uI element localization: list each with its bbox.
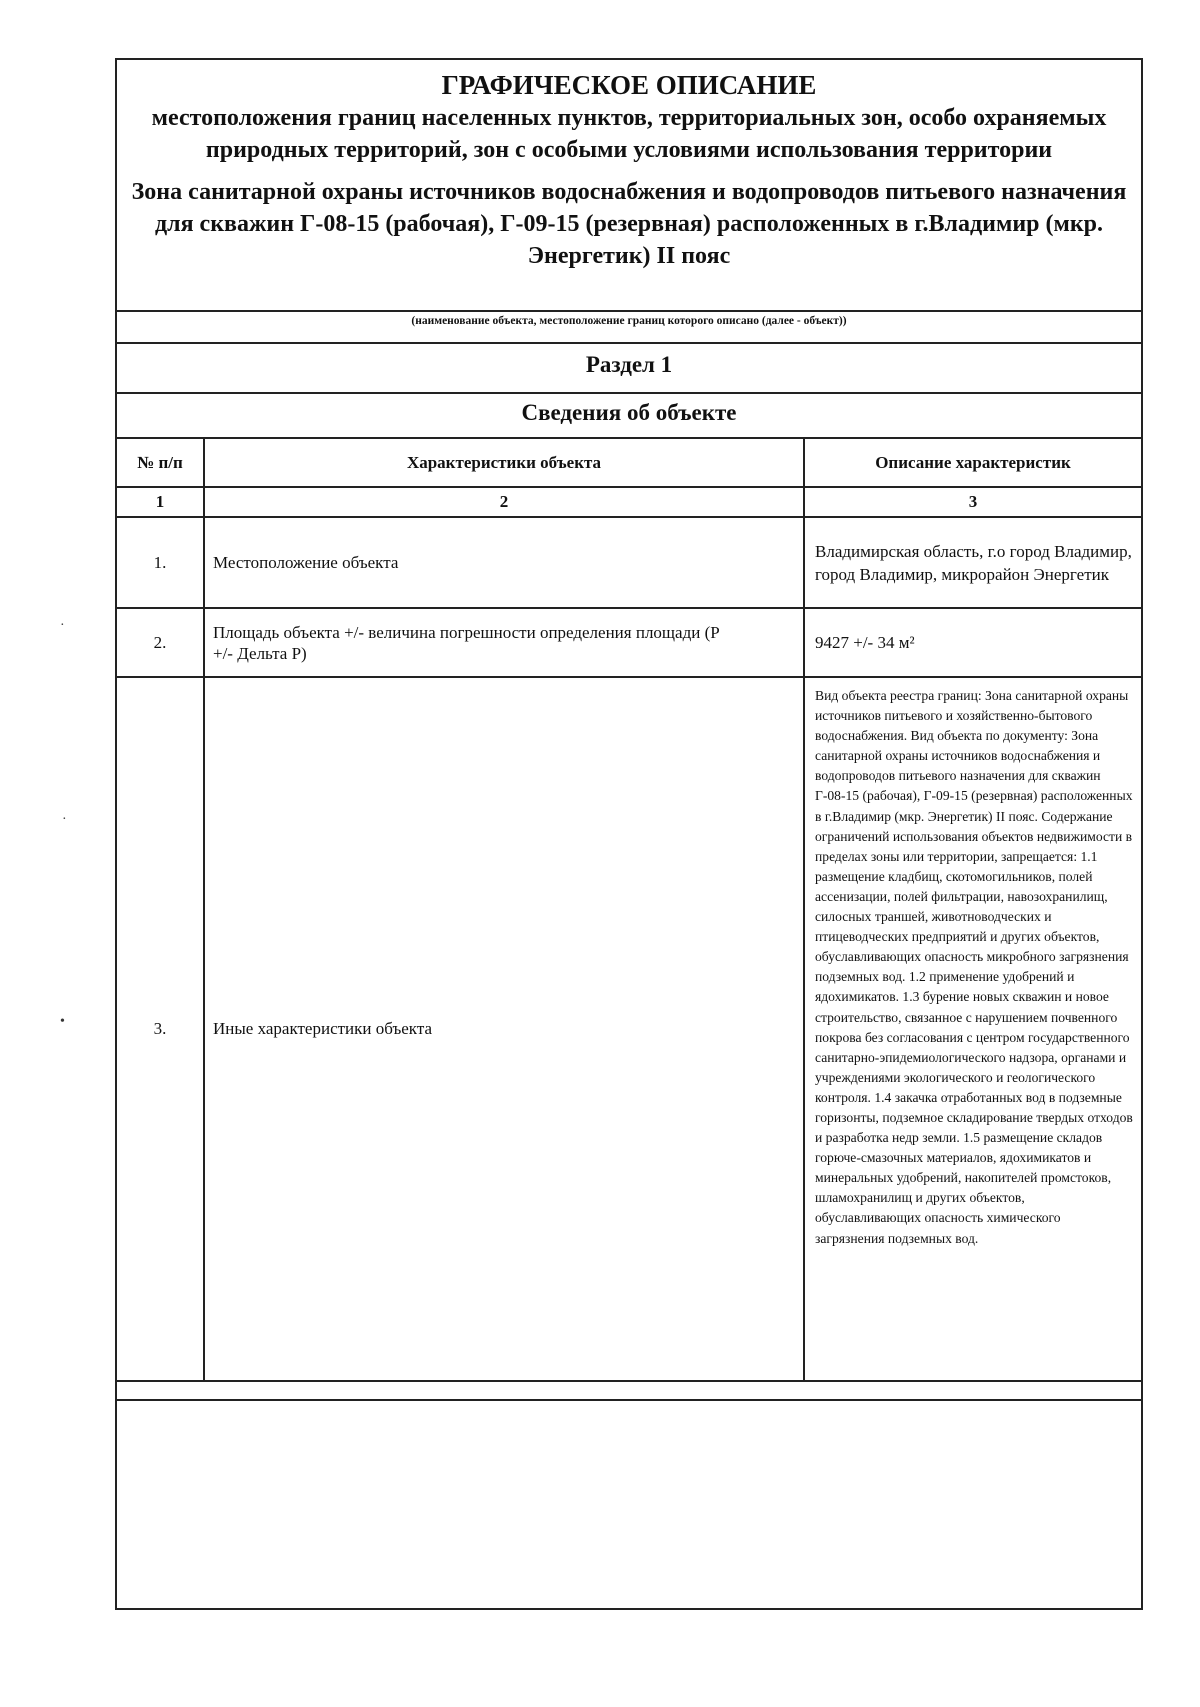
row-number: 2. (117, 608, 204, 677)
document-title: ГРАФИЧЕСКОЕ ОПИСАНИЕ (441, 70, 817, 100)
header-cell-number: № п/п (117, 439, 204, 487)
row-description: Владимирская область, г.о город Владимир, город Владимир, микрорайон Энергетик (804, 517, 1141, 608)
row-number: 3. (117, 677, 204, 1381)
row-characteristic: Местоположение объекта (204, 517, 804, 608)
row-description: 9427 +/- 34 м² (804, 608, 1141, 677)
divider (117, 1399, 1141, 1401)
column-number-row (117, 487, 1141, 517)
scan-speck: · (62, 812, 67, 827)
section-title: Сведения об объекте (521, 400, 737, 425)
table-row (117, 517, 1141, 608)
object-name-caption: (наименование объекта, местоположение границ которого описано (далее - объект)) (411, 315, 847, 327)
header-cell-characteristics: Характеристики объекта (204, 439, 804, 487)
document-header (117, 68, 1141, 272)
column-number: 2 (204, 487, 804, 517)
divider (117, 310, 1141, 312)
column-number: 3 (804, 487, 1141, 517)
document-subtitle: местоположения границ населенных пунктов, территориальных зон, особо охраняемых природных территорий, зон с особыми условиями использования территории (151, 105, 1107, 163)
table-row (117, 677, 1141, 1381)
table-row (117, 608, 1141, 677)
divider (117, 342, 1141, 344)
table-header-row (117, 439, 1141, 487)
header-cell-description: Описание характеристик (804, 439, 1141, 487)
scan-speck: · (60, 618, 65, 633)
document-frame (115, 58, 1143, 1610)
scan-speck: • (60, 1014, 65, 1029)
row-characteristic: Иные характеристики объекта (204, 677, 804, 1381)
column-number: 1 (117, 487, 204, 517)
row-number: 1. (117, 517, 204, 608)
section-number: Раздел 1 (585, 352, 673, 377)
row-characteristic: Площадь объекта +/- величина погрешности определения площади (Р +/- Дельта Р) (204, 608, 804, 677)
object-name: Зона санитарной охраны источников водоснабжения и водопроводов питьевого назначения для скважин Г-08-15 (рабочая), Г-09-15 (резервная) расположенных в г.Владимир (мкр. Энергетик) II пояс (131, 179, 1127, 269)
object-info-table (117, 439, 1141, 1382)
row-description: Вид объекта реестра границ: Зона санитарной охраны источников питьевого и хозяйственно-бытового водоснабжения. Вид объекта по документу: Зона санитарной охраны источников водоснабжения и водопроводов питьевого назначения для скважин Г-08-15 (рабочая), Г-09-15 (резервная) расположенных в г.Владимир (мкр. Энергетик) II пояс. Содержание ограничений использования объектов недвижимости в пределах зоны или территории, запрещается: 1.1 размещение кладбищ, скотомогильников, полей ассенизации, полей фильтрации, навозохранилищ, силосных траншей, животноводческих и птицеводческих предприятий и других объектов, обуславливающих опасность микробного загрязнения подземных вод. 1.2 применение удобрений и ядохимикатов. 1.3 бурение новых скважин и новое строительство, связанное с нарушением почвенного покрова без согласования с центром государственного санитарно-эпидемиологического надзора, органами и учреждениями экологического и геологического контроля. 1.4 закачка отработанных вод в подземные горизонты, подземное складирование твердых отходов и разработка недр земли. 1.5 размещение складов горюче-смазочных материалов, ядохимикатов и минеральных удобрений, накопителей промстоков, шламохранилищ и других объектов, обуславливающих опасность химического загрязнения подземных вод. (804, 677, 1141, 1381)
divider (117, 392, 1141, 394)
